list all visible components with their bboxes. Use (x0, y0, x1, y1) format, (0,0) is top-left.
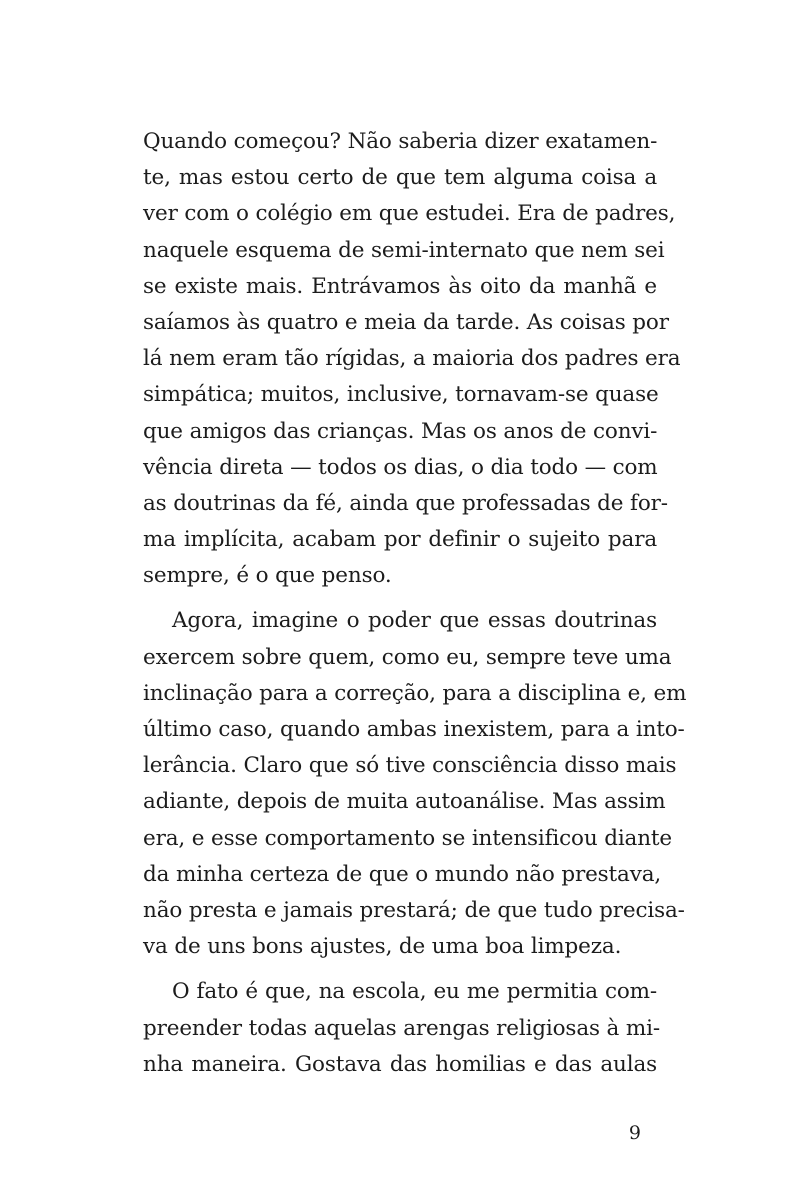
text-line: era, e esse comportamento se intensificou diante (143, 825, 672, 851)
text-line: te, mas estou certo de que tem alguma coisa a (143, 165, 657, 191)
text-line: simpática; muitos, inclusive, tornavam-se quase (143, 382, 659, 408)
text-line: adiante, depois de muita autoanálise. Mas assim (143, 789, 666, 815)
body-text (143, 124, 687, 1083)
text-line: nha maneira. Gostava das homilias e das aulas (143, 1051, 657, 1077)
text-line: lá nem eram tão rígidas, a maioria dos padres era (143, 346, 681, 372)
text-line: va de uns bons ajustes, de uma boa limpeza. (143, 934, 622, 960)
text-line: da minha certeza de que o mundo não prestava, (143, 861, 662, 887)
page-number: 9 (628, 1122, 641, 1144)
text-line: sempre, é o que penso. (143, 563, 392, 589)
text-line: inclinação para a correção, para a disciplina e, em (143, 680, 687, 706)
text-line: ma implícita, acabam por definir o sujeito para (143, 527, 657, 553)
text-line: preender todas aquelas arengas religiosas à mi- (143, 1015, 660, 1041)
text-line: Agora, imagine o poder que essas doutrinas (172, 608, 657, 634)
text-line: Quando começou? Não saberia dizer exatamen- (143, 129, 658, 154)
text-line: ver com o colégio em que estudei. Era de padres, (143, 201, 676, 227)
text-line: vência direta — todos os dias, o dia todo — com (143, 454, 658, 480)
text-line: naquele esquema de semi-internato que nem sei (143, 237, 665, 263)
paragraph (143, 974, 660, 1083)
text-line: que amigos das crianças. Mas os anos de convi- (143, 418, 658, 444)
text-line: não presta e jamais prestará; de que tudo precisa- (143, 897, 685, 923)
paragraph-gap (143, 965, 657, 974)
text-line: O fato é que, na escola, eu me permitia com- (172, 979, 657, 1005)
text-line: as doutrinas da fé, ainda que professadas de for- (143, 490, 668, 516)
paragraph-gap (143, 594, 657, 603)
text-line: lerância. Claro que só tive consciência disso mais (143, 753, 677, 779)
text-line: se existe mais. Entrávamos às oito da manhã e (143, 273, 657, 299)
text-line: saíamos às quatro e meia da tarde. As coisas por (143, 309, 669, 335)
paragraph (143, 603, 687, 965)
paragraph (143, 124, 681, 594)
text-line: exercem sobre quem, como eu, sempre teve uma (143, 644, 672, 670)
text-line: último caso, quando ambas inexistem, para a into- (143, 717, 685, 742)
